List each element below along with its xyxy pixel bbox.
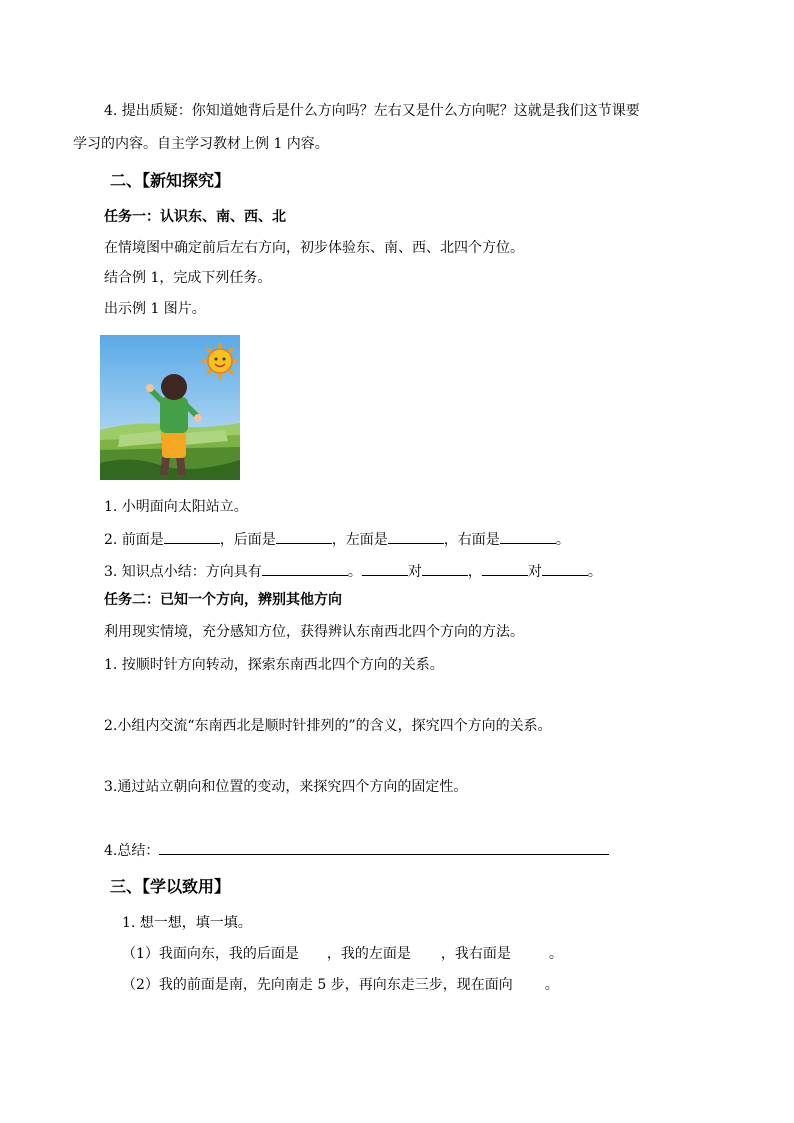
task-1-paragraph-3: 出示例 1 图片。 bbox=[104, 301, 206, 317]
front-blank[interactable] bbox=[164, 529, 220, 544]
summary-label: 4.总结： bbox=[104, 843, 160, 859]
section-3-title: 三、【学以致用】 bbox=[110, 877, 231, 896]
q2-end: 。 bbox=[555, 532, 570, 548]
s1-left-label: ，我的左面是 bbox=[326, 946, 411, 962]
pair-2-right-blank[interactable] bbox=[542, 561, 588, 576]
task-1-question-3 bbox=[104, 561, 602, 582]
q2-front-label: 2. 前面是 bbox=[104, 532, 164, 548]
section-3-subquestion-2 bbox=[122, 975, 559, 995]
intro-line-1: 4. 提出质疑：你知道她背后是什么方向吗？左右又是什么方向呢？这就是我们这节课要 bbox=[104, 103, 640, 119]
right-blank[interactable] bbox=[500, 529, 556, 544]
back-blank[interactable] bbox=[276, 529, 332, 544]
q3-label: 3. 知识点小结：方向具有 bbox=[104, 564, 262, 580]
intro-line-2: 学习的内容。自主学习教材上例 1 内容。 bbox=[73, 136, 329, 152]
q3-comma: ， bbox=[467, 564, 482, 580]
pair-1-right-blank[interactable] bbox=[422, 561, 468, 576]
s1-right-label: ，我右面是 bbox=[440, 946, 511, 962]
pair-1-left-blank[interactable] bbox=[362, 561, 408, 576]
task-2-question-1: 1. 按顺时针方向转动，探索东南西北四个方向的关系。 bbox=[104, 657, 444, 673]
pair-2-left-blank[interactable] bbox=[482, 561, 528, 576]
s1-end: 。 bbox=[548, 946, 563, 962]
task-1-paragraph-1: 在情境图中确定前后左右方向，初步体验东、南、西、北四个方位。 bbox=[104, 240, 524, 256]
task-1-title: 任务一：认识东、南、西、北 bbox=[104, 209, 286, 225]
left-blank[interactable] bbox=[388, 529, 444, 544]
task-1-paragraph-2: 结合例 1，完成下列任务。 bbox=[104, 270, 272, 286]
task-2-paragraph-1: 利用现实情境，充分感知方位，获得辨认东南西北四个方向的方法。 bbox=[104, 624, 524, 640]
task-2-question-4 bbox=[104, 840, 609, 861]
q2-left-label: ，左面是 bbox=[331, 532, 388, 548]
sun-icon bbox=[202, 343, 238, 379]
task-2-question-3: 3.通过站立朝向和位置的变动，来探究四个方向的固定性。 bbox=[104, 779, 468, 795]
q3-end: 。 bbox=[587, 564, 602, 580]
q2-right-label: ，右面是 bbox=[443, 532, 500, 548]
summary-blank[interactable] bbox=[159, 840, 609, 855]
q3-dui-1: 对 bbox=[407, 564, 422, 580]
s1-back-label: （1）我面向东，我的后面是 bbox=[122, 946, 299, 962]
s2-label: （2）我的前面是南，先向南走 5 步，再向东走三步，现在面向 bbox=[122, 977, 513, 993]
section-2-title: 二、【新知探究】 bbox=[110, 171, 231, 190]
task-2-question-2: 2.小组内交流“东南西北是顺时针排列的”的含义，探究四个方向的关系。 bbox=[104, 718, 552, 734]
q3-dui-2: 对 bbox=[527, 564, 542, 580]
q2-back-label: ，后面是 bbox=[219, 532, 276, 548]
task-1-question-2 bbox=[104, 529, 570, 550]
section-3-subquestion-1 bbox=[122, 944, 563, 964]
property-blank[interactable] bbox=[262, 561, 348, 576]
task-2-title: 任务二：已知一个方向，辨别其他方向 bbox=[104, 592, 342, 608]
example-1-illustration bbox=[100, 335, 240, 480]
q3-period: 。 bbox=[347, 564, 362, 580]
s2-end: 。 bbox=[544, 977, 559, 993]
task-1-question-1: 1. 小明面向太阳站立。 bbox=[104, 499, 248, 515]
section-3-question-1: 1. 想一想，填一填。 bbox=[122, 915, 252, 931]
